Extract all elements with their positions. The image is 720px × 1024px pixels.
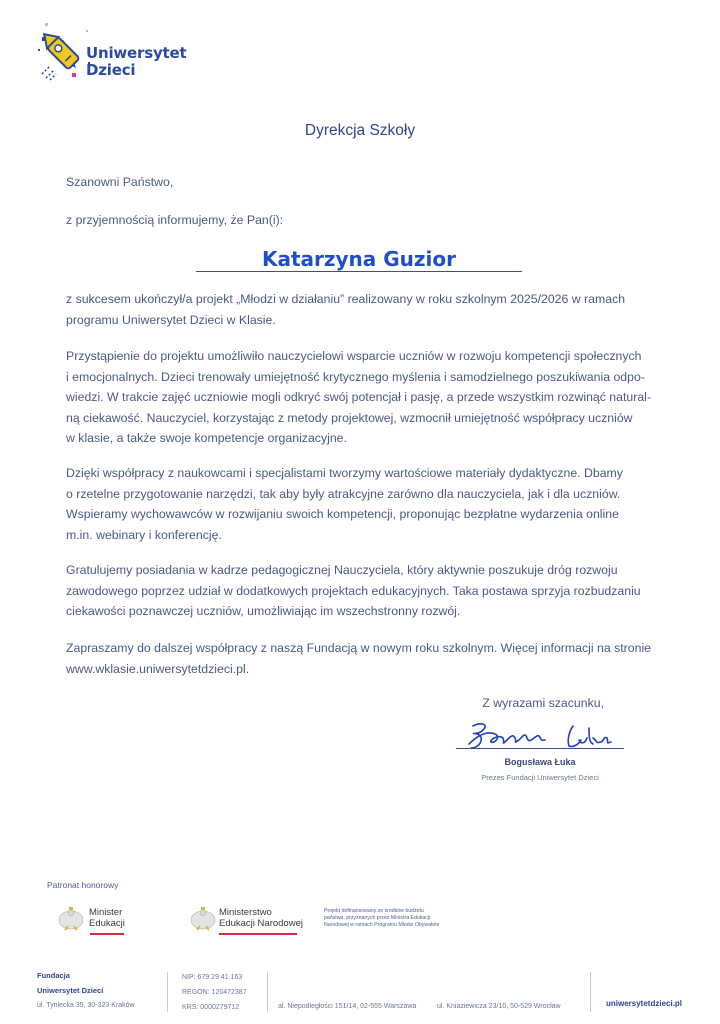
handwritten-signature: [455, 718, 625, 752]
logo-text: [86, 45, 186, 79]
footer-divider: [167, 972, 168, 1012]
footer-organization: [37, 968, 135, 1013]
text-line: Przystąpienie do projektu umożliwiło nauczycielowi wsparcie uczniów w rozwoju kompetencji społecznych: [66, 349, 642, 363]
footer-registry: [182, 970, 247, 1015]
funding-note: [324, 908, 494, 929]
footer-divider: [267, 972, 268, 1012]
letter-heading: Dyrekcja Szkoły: [304, 122, 416, 139]
footer-address-warszawa: al. Niepodległości 151/14, 02-555 Warszawa: [278, 1003, 417, 1010]
footer-org-line-1: Fundacja: [37, 971, 70, 980]
logo-line-2: Dzieci: [86, 61, 136, 79]
ministerstwo-edukacji-logo: [219, 907, 303, 929]
minister-edukacji-logo: [89, 907, 125, 929]
text-line: wiedzi. W trakcie zajęć uczniowie mogli odkryć swój potencjał i pasję, a przede wszystkim rozwinąć natural-: [66, 390, 652, 404]
funding-line: Narodowej w ramach Programu Młodzi Obywatele: [324, 922, 440, 928]
paragraph-completion: [66, 289, 666, 330]
gov-logo-line-2: Edukacji: [89, 918, 125, 929]
red-bar: [90, 933, 124, 935]
funding-line: państwa, przyznanych przez Ministra Edukacji: [324, 915, 431, 921]
signer-title: Prezes Fundacji Uniwersytet Dzieci: [481, 773, 599, 782]
footer-address-krakow: ul. Tyniecka 35, 30-323 Kraków: [37, 1002, 135, 1009]
recipient-name-field: [196, 246, 522, 272]
salutation: Szanowni Państwo,: [66, 175, 174, 189]
text-line: Gratulujemy posiadania w kadrze pedagogicznej Nauczyciela, który aktywnie poszukuje dróg rozwoju: [66, 563, 618, 577]
footer-nip: NIP: 679 29 41 163: [182, 974, 243, 981]
footer-website-link[interactable]: uniwersytetdzieci.pl: [606, 999, 683, 1008]
uniwersytet-dzieci-logo: [36, 20, 206, 90]
footer-krs: KRS: 0000279712: [182, 1004, 240, 1011]
paragraph-benefits: [66, 346, 666, 449]
footer-divider: [590, 972, 591, 1012]
text-line: w klasie, a także swoje kompetencje organizacyjne.: [66, 431, 347, 445]
text-line: m.in. webinary i konferencję.: [66, 527, 222, 542]
signature-line: [456, 748, 624, 749]
paragraph-congratulations: [66, 560, 666, 622]
gov-logo-line-1: Ministerstwo: [219, 907, 272, 918]
recipient-name: Katarzyna Guzior: [261, 247, 457, 271]
patronage-label: Patronat honorowy: [47, 880, 119, 890]
eagle-emblem-icon: [188, 904, 218, 934]
paragraph-invitation: [66, 638, 666, 679]
funding-line: Projekt dofinansowany ze środków budżetu: [324, 908, 424, 914]
intro-text: z przyjemnością informujemy, że Pan(i):: [66, 213, 284, 227]
text-line: Wspieramy wychowawców w rozwijaniu swoich kompetencji, proponując bezpłatne wydarzenia online: [66, 507, 619, 521]
text-line: z sukcesem ukończył/a projekt „Młodzi w działaniu” realizowany w roku szkolnym 2025/2026 w ramach: [66, 292, 626, 306]
footer-org-line-2: Uniwersytet Dzieci: [37, 986, 104, 995]
signer-name: Bogusława Łuka: [504, 757, 576, 767]
paragraph-materials: [66, 463, 666, 545]
gov-logo-line-2: Edukacji Narodowej: [219, 918, 303, 929]
website-link-text: www.wklasie.uniwersytetdzieci.pl.: [66, 661, 250, 676]
text-line: Zapraszamy do dalszej współpracy z naszą Fundacją w nowym roku szkolnym. Więcej informacji na stronie: [66, 641, 652, 655]
eagle-emblem-icon: [56, 904, 86, 934]
text-line: i emocjonalnych. Dzieci trenowały umiejętność krytycznego myślenia i samodzielnego poszukiwania odpo-: [66, 369, 645, 384]
red-bar: [219, 933, 297, 935]
logo-line-1: Uniwersytet: [86, 44, 187, 62]
closing-text: Z wyrazami szacunku,: [482, 696, 604, 710]
text-line: ną ciekawość. Nauczyciel, korzystając z metody projektowej, wzmocnił umiejętność współpracy uczniów: [66, 410, 633, 425]
text-line: programu Uniwersytet Dzieci w Klasie.: [66, 312, 276, 327]
text-line: ciekawości poznawczej uczniów, umożliwiając im wszechstronny rozwój.: [66, 604, 461, 618]
footer-address-wroclaw: ul. Kniaziewicza 23/10, 50-529 Wrocław: [437, 1003, 561, 1010]
footer-regon: REGON: 120472387: [182, 989, 247, 996]
text-line: o rzetelne przygotowanie narzędzi, tak aby były atrakcyjne zarówno dla nauczyciela, jak i dla uczniów.: [66, 486, 621, 501]
text-line: zawodowego poprzez udział w dodatkowych projektach edukacyjnych. Taka postawa sprzyja rozbudzaniu: [66, 583, 641, 598]
gov-logo-line-1: Minister: [89, 907, 123, 918]
text-line: Dzięki współpracy z naukowcami i specjalistami tworzymy wartościowe materiały dydaktyczne. Dbamy: [66, 466, 623, 480]
